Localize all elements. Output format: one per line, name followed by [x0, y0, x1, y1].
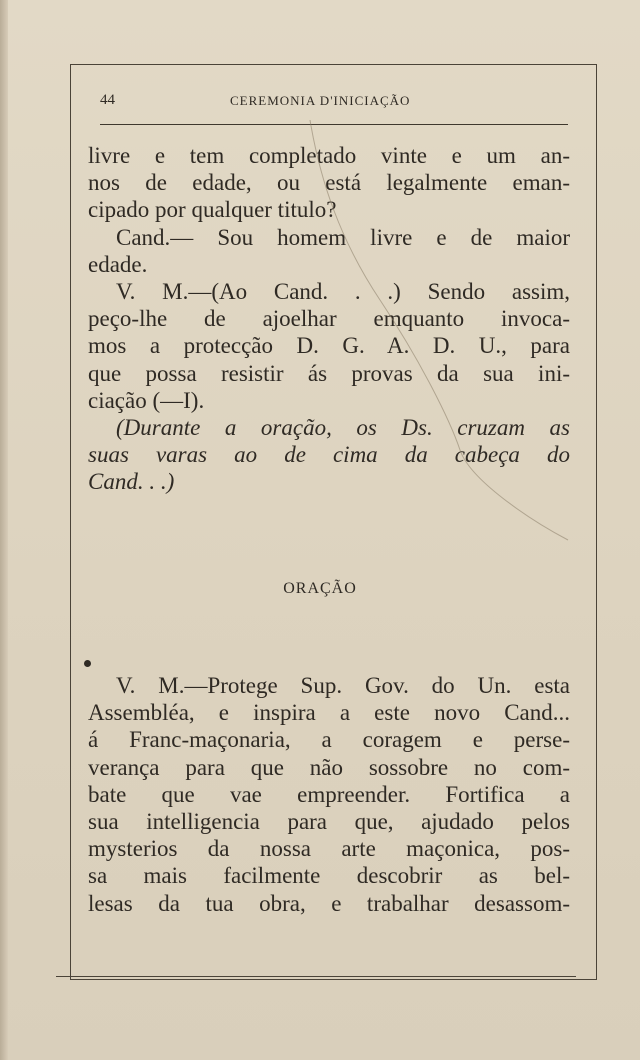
header-rule [100, 124, 568, 125]
stage-direction-line: suas varas ao de cima da cabeça do [88, 442, 570, 468]
text-line: V. M.—Protege Sup. Gov. do Un. esta [116, 673, 570, 698]
text-line: sa mais facilmente descobrir as bel- [88, 863, 570, 889]
body-text-bottom [88, 672, 570, 917]
body-text-top [88, 142, 570, 496]
text-line: sua intelligencia para que, ajudado pelos [88, 809, 570, 835]
text-line: bate que vae empreender. Fortifica a [88, 781, 570, 807]
text-line: que possa resistir ás provas da sua ini- [88, 360, 570, 386]
text-line: mos a protecção D. G. A. D. U., para [88, 333, 570, 359]
text-line: nos de edade, ou está legalmente eman- [88, 170, 570, 196]
text-line: mysterios da nossa arte maçonica, pos- [88, 836, 570, 862]
footer-rule [56, 976, 576, 977]
running-header [100, 92, 570, 114]
text-line: peço-lhe de ajoelhar emquanto invoca- [88, 306, 570, 332]
text-line: Cand.— Sou homem livre e de maior [116, 224, 570, 250]
text-line: ciação (—I). [88, 387, 205, 413]
text-line: á Franc-maçonaria, a coragem e perse- [88, 727, 570, 753]
ink-dot-mark [84, 660, 91, 667]
text-line: cipado por qualquer titulo? [88, 197, 337, 223]
section-title: ORAÇÃO [283, 580, 357, 597]
page-spine-shadow [0, 0, 8, 1060]
text-line: verança para que não sossobre no com- [88, 754, 570, 780]
stage-direction-line: (Durante a oração, os Ds. cruzam as [116, 415, 570, 441]
page-number: 44 [100, 92, 115, 108]
text-line: Assembléa, e inspira a este novo Cand... [88, 700, 570, 726]
text-line: livre e tem completado vinte e um an- [88, 143, 570, 168]
running-title: CEREMONIA D'INICIAÇÃO [230, 93, 411, 108]
text-line: edade. [88, 251, 148, 277]
stage-direction-line: Cand. . .) [88, 469, 175, 495]
text-line: lesas da tua obra, e trabalhar desassom- [88, 890, 570, 916]
text-line: V. M.—(Ao Cand. . .) Sendo assim, [116, 279, 570, 305]
